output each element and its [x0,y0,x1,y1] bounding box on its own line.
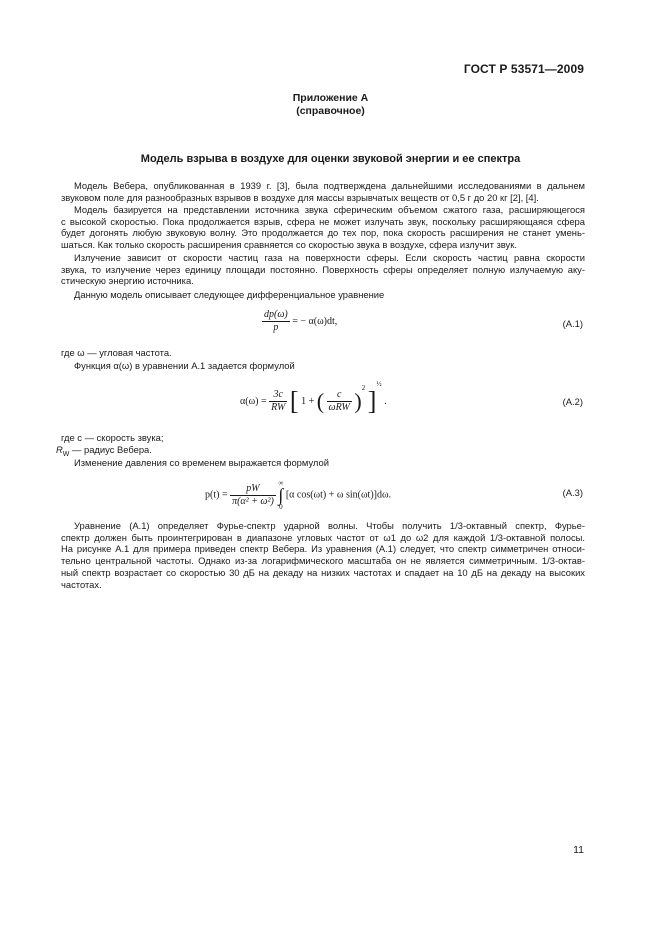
fraction [230,483,276,508]
left-paren: ( [316,388,325,414]
equation-lhs: α(ω) = [240,396,267,407]
integral-sign: ∫ [278,485,284,505]
integral [278,479,283,511]
paragraph-2 [61,204,585,251]
text-line: Модель базируется на представлении источника звука сферическим объемом сжатого газа, расширяющегося [74,204,585,215]
left-bracket: [ [289,386,299,416]
rw-definition: — радиус Вебера. [72,444,152,455]
denominator: p [273,322,279,333]
text-line: спектр должен быть проинтегрирован в диапазоне угловых частот от ω1 до ω2 для каждой 1/3-октавной полосы. [61,531,585,543]
equation-number-a1: (А.1) [562,318,583,329]
equation-number-a2: (А.2) [562,396,583,407]
page-number: 11 [573,844,584,856]
equation-rhs: = − α(ω)dt, [292,315,338,327]
equation-a3 [205,479,391,511]
section-title: Модель взрыва в воздухе для оценки звуковой энергии и ее спектра [140,153,521,165]
annex-subtitle: (справочное) [296,105,365,117]
integral-upper: ∞ [278,479,284,487]
text-line: частотах. [61,578,102,590]
where-omega: где ω — угловая частота. [61,347,172,358]
fraction [327,389,352,414]
text-line: ный спектр возрастает со скоростью 30 дБ на декаду на низких частотах и спадает на 10 дБ на декаду на высоких [61,566,585,578]
text-line: Излучение зависит от скорости частиц газа на поверхности сферы. Если скорость частиц равна скорости [74,252,585,263]
text-line: стическую энергию источника. [61,275,194,287]
text-line: Уравнение (А.1) определяет Фурье-спектр ударной волны. Чтобы получить 1/3-октавный спектр, Фурье- [74,520,585,531]
text-line: будет догонять любую звуковую волну. Это продолжается до тех пор, пока скорость расширения не станет умень- [61,227,585,239]
right-bracket: ] [367,386,377,416]
paragraph-last [61,520,585,590]
where-c: где c — скорость звука; [61,432,164,443]
paragraph-3 [61,252,585,287]
numerator: dp(ω) [264,309,288,320]
equation-number-a3: (А.3) [562,487,583,498]
annex-heading [0,92,661,118]
function-line: Функция α(ω) в уравнении А.1 задается формулой [74,360,295,371]
equation-lhs: p(t) = [205,489,228,501]
integral-lower: 0 [279,503,283,511]
pressure-line: Изменение давления со временем выражается формулой [74,457,329,468]
denominator: ωRW [328,402,350,414]
one-plus: 1 + [301,396,315,407]
text-line: тельно центральной частоты. Однако из-за логарифмического масштаба он не является симметричным. 1/3-октав- [61,555,585,567]
fraction [262,309,290,334]
text-line: с высокой скоростью. Пока продолжается взрыв, сфера не может излучать звук, поскольку расширяющаяся сфера [61,215,585,227]
exponent: 2 [361,384,366,392]
numerator: 3c [269,389,287,402]
text-line: звука, то излучение через единицу площади постоянно. Поверхность сферы определяет полную излучаемую аку- [61,263,585,275]
equation-a1 [262,309,337,334]
equation-a2 [240,380,387,417]
annex-title: Приложение А [292,92,369,104]
text-line: шаться. Как только скорость расширения сравняется со скоростью звука в воздухе, сфера излучит звук. [61,239,517,251]
integrand: [α cos(ωt) + ω sin(ωt)]dω. [285,489,392,501]
rw-symbol: $R_W$ [56,444,70,458]
text-line: На рисунке А.1 для примера приведен спектр Вебера. Из уравнения (А.1) следует, что спектр симметричен относи- [61,543,585,555]
fraction [269,389,287,414]
right-paren: ) [354,388,362,414]
numerator: pW [230,483,276,496]
paragraph-4: Данную модель описывает следующее дифференциальное уравнение [74,289,385,300]
denominator: RW [271,402,286,414]
text-line: Модель Вебера, опубликованная в 1939 г. [3], была подтверждена дальнейшими исследованиями в дальнем [74,180,585,191]
denominator: π(α² + ω²) [232,495,274,507]
numerator: c [327,389,352,402]
standard-header: ГОСТ Р 53571—2009 [463,62,584,76]
equation-tail: . [384,396,387,407]
text-line: звуковом поле для разнообразных взрывов в воздухе для массы взрывчатых веществ от 0,5 г до 20 кг [2], [4]. [61,191,539,203]
exponent: ½ [376,380,382,388]
paragraph-1 [61,180,585,203]
